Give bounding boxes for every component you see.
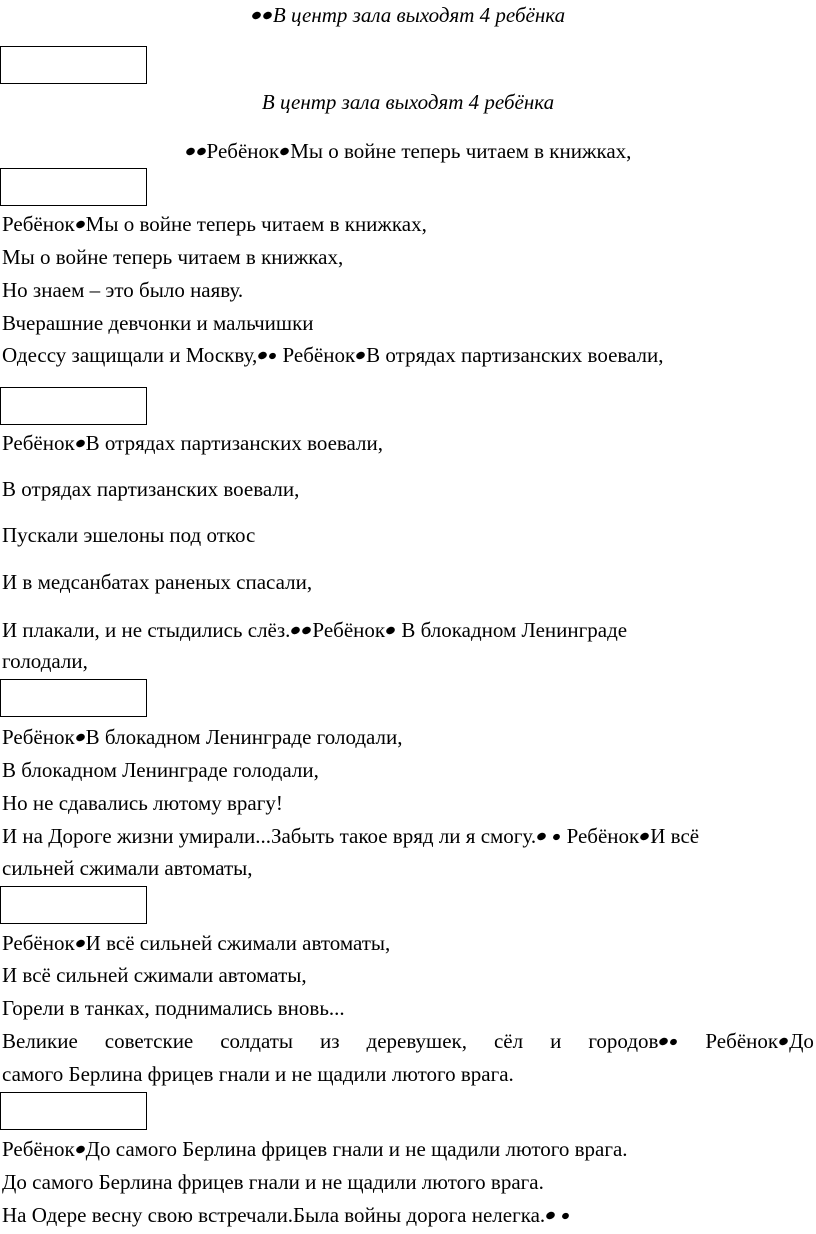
image-placeholder (0, 679, 147, 717)
bullet-icon (268, 352, 277, 360)
child-label: Ребёнок (2, 1137, 75, 1161)
heading-line-1: В центр зала выходят 4 ребёнка (0, 2, 816, 28)
child-label: Ребёнок (2, 431, 75, 455)
bullet-icon (75, 938, 86, 948)
child-label: Ребёнок (2, 725, 75, 749)
bullet-icon (301, 625, 312, 635)
image-placeholder (0, 168, 147, 206)
image-placeholder (0, 886, 147, 924)
heading-line-2: В центр зала выходят 4 ребёнка (261, 90, 555, 114)
bullet-icon (552, 833, 561, 841)
child-label: Ребёнок (705, 1029, 779, 1053)
stanza4-intro-continued: сильней сжимали автоматы, (2, 856, 253, 880)
stanza1-line: Но знаем – это было наяву. (2, 278, 244, 302)
bullet-icon (290, 625, 301, 635)
bullet-icon (195, 146, 206, 156)
bullet-icon (639, 831, 650, 841)
stanza1-line: Мы о войне теперь читаем в книжках, (2, 245, 344, 269)
bullet-icon (251, 10, 262, 20)
bullet-icon (536, 831, 547, 841)
bullet-icon (75, 1144, 86, 1154)
stanza5-intro-continued: самого Берлина фрицев гнали и не щадили лютого врага. (2, 1062, 514, 1086)
child-label: Ребёнок (2, 212, 75, 236)
image-placeholder (0, 46, 147, 84)
stanza4-line: И всё сильней сжимали автоматы, (2, 963, 307, 987)
child-label: Ребёнок (312, 618, 386, 642)
image-placeholder (0, 387, 147, 425)
bullet-icon (262, 10, 273, 20)
bullet-icon (75, 219, 86, 229)
child-label: Ребёнок (566, 824, 640, 848)
bullet-icon (75, 438, 86, 448)
bullet-icon (658, 1036, 669, 1046)
stanza4-line: Горели в танках, поднимались вновь... (2, 996, 345, 1020)
stanza3-line: Но не сдавались лютому врагу! (2, 791, 283, 815)
stanza1-line: Одессу защищали и Москву, Ребёнок В отрядах партизанских воевали, (2, 343, 664, 367)
bullet-icon (257, 350, 268, 360)
stanza3-line: И на Дороге жизни умирали...Забыть такое вряд ли я смогу. Ребёнок И всё (2, 824, 700, 848)
child-label: Ребёнок (2, 931, 75, 955)
child-label: Ребёнок (206, 139, 280, 163)
stanza2-line: Пускали эшелоны под откос (2, 523, 256, 547)
stanza3-intro-continued: голодали, (2, 649, 88, 673)
stanza2-line: В отрядах партизанских воевали, (2, 477, 300, 501)
stanza2-line: И в медсанбатах раненых спасали, (2, 570, 313, 594)
bullet-icon (778, 1036, 789, 1046)
stanza2-line: И плакали, и не стыдились слёз. Ребёнок В блокадном Ленинграде (2, 618, 628, 642)
stanza4-speaker: Ребёнок И всё сильней сжимали автоматы, (2, 931, 391, 955)
stanza2-speaker: Ребёнок В отрядах партизанских воевали, (2, 431, 384, 455)
stanza1-line: Вчерашние девчонки и мальчишки (2, 311, 314, 335)
bullet-icon (545, 1210, 556, 1220)
stanza5-speaker: Ребёнок До самого Берлина фрицев гнали и не щадили лютого врага. (2, 1137, 628, 1161)
bullet-icon (75, 732, 86, 742)
bullet-icon (561, 1212, 570, 1220)
stanza4-justified-line: Великие советские солдаты из деревушек, сёл и городов Ребёнок До (2, 1029, 814, 1053)
bullet-icon (385, 625, 396, 635)
stanza1-intro: Ребёнок Мы о войне теперь читаем в книжках, (0, 138, 816, 164)
stanza1-speaker: Ребёнок Мы о войне теперь читаем в книжках, (2, 212, 427, 236)
bullet-icon (279, 146, 290, 156)
stanza3-line: В блокадном Ленинграде голодали, (2, 758, 319, 782)
bullet-icon (184, 146, 195, 156)
image-placeholder (0, 1092, 147, 1130)
bullet-icon (669, 1038, 678, 1046)
bullet-icon (355, 350, 366, 360)
stanza5-line: До самого Берлина фрицев гнали и не щадили лютого врага. (2, 1170, 544, 1194)
stanza3-speaker: Ребёнок В блокадном Ленинграде голодали, (2, 725, 403, 749)
stanza5-line: На Одере весну свою встречали.Была войны дорога нелегка. (2, 1202, 570, 1228)
child-label: Ребёнок (282, 343, 356, 367)
